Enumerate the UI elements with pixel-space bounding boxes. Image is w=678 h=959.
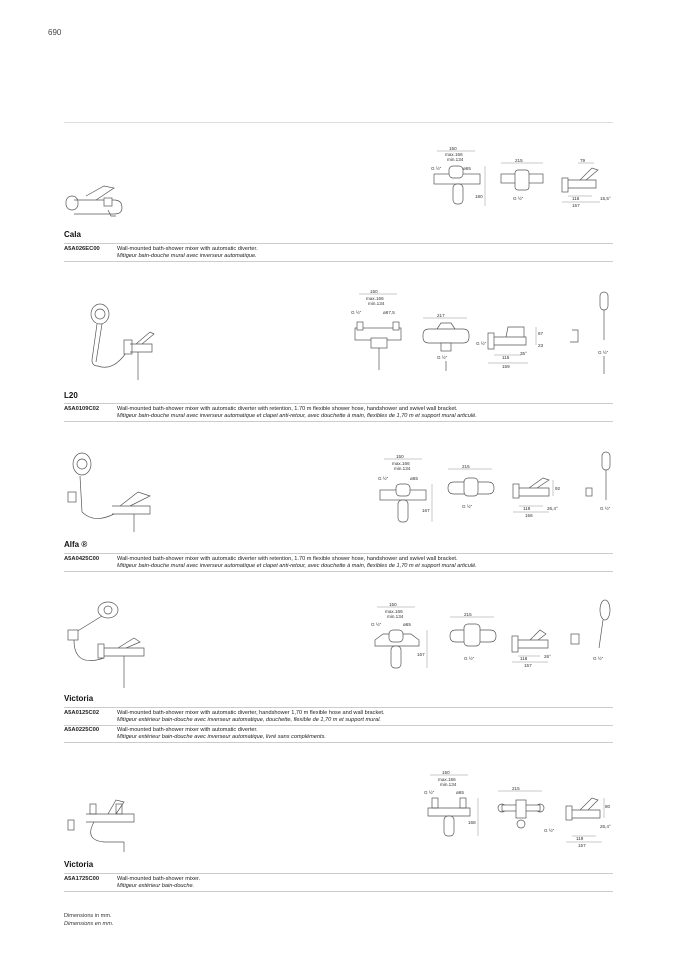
svg-text:157: 157: [524, 663, 532, 668]
product-illustration: [64, 450, 159, 535]
svg-text:215: 215: [512, 786, 520, 791]
product-title: Alfa ®: [64, 540, 88, 549]
product-illustration: [64, 598, 159, 693]
product-illustration: [64, 796, 154, 856]
product-code: A5A1725C00: [64, 876, 100, 882]
svg-text:150: 150: [449, 146, 457, 151]
svg-text:67: 67: [538, 331, 544, 336]
front-dimension-drawing: [369, 604, 434, 684]
description-en: Wall-mounted bath-shower mixer with automatic diverter.: [117, 727, 258, 733]
handshower-drawing: [564, 290, 614, 380]
svg-text:150: 150: [442, 770, 450, 775]
product-row: [64, 873, 613, 892]
svg-text:max.166: max.166: [445, 152, 463, 157]
top-dimension-drawing: [444, 466, 499, 521]
front-dimension-drawing: [422, 772, 487, 852]
svg-text:168: 168: [468, 820, 476, 825]
svg-text:ø67,5: ø67,5: [383, 310, 395, 315]
front-dimension-drawing: [349, 290, 409, 380]
svg-text:15,5°: 15,5°: [600, 196, 611, 201]
svg-text:118: 118: [523, 506, 531, 511]
svg-text:26°: 26°: [544, 654, 551, 659]
product-row: [64, 243, 613, 262]
side-dimension-drawing: [476, 315, 548, 375]
svg-text:G ½": G ½": [424, 790, 435, 795]
description-fr: Mitigeur bain-douche mural avec inverseur automatique et clapet anti-retour, avec douchette à main, flexibles de 1,70 m et support mural articulé.: [117, 563, 477, 569]
top-dimension-drawing: [497, 160, 547, 205]
product-section-alfa: [64, 450, 613, 580]
description-fr: Mitigeur bain-douche mural avec inverseur automatique et clapet anti-retour, avec douchette à main, flexibles de 1,70 m et support mural articulé.: [117, 413, 477, 419]
footer-note: [64, 912, 113, 928]
svg-text:159: 159: [502, 364, 510, 369]
product-code: A5A026EC00: [64, 246, 100, 252]
svg-text:G ½": G ½": [513, 196, 524, 201]
product-row: [64, 725, 613, 743]
handshower-drawing: [584, 450, 614, 525]
product-section-victoria-2: [64, 770, 613, 900]
svg-text:G ½": G ½": [600, 506, 611, 511]
product-code: A5A0225C00: [64, 727, 100, 733]
side-dimension-drawing: [556, 160, 616, 210]
svg-text:157: 157: [572, 203, 580, 208]
page-number: 690: [48, 28, 62, 37]
svg-text:217: 217: [437, 313, 445, 318]
svg-text:156: 156: [525, 513, 533, 518]
product-row: [64, 707, 613, 726]
top-dimension-drawing: [446, 614, 501, 674]
side-dimension-drawing: [544, 792, 619, 852]
description-fr: Mitigeur extérieur bain-douche avec inverseur automatique, livré sans compléments.: [117, 734, 326, 740]
product-title: L20: [64, 391, 78, 400]
svg-text:26,4°: 26,4°: [547, 506, 558, 511]
divider: [64, 122, 613, 123]
svg-text:ø65: ø65: [410, 476, 418, 481]
svg-text:215: 215: [515, 158, 523, 163]
product-section-victoria: [64, 598, 613, 748]
svg-text:26,4°: 26,4°: [600, 824, 611, 829]
product-title: Victoria: [64, 860, 94, 869]
svg-text:167: 167: [422, 508, 430, 513]
svg-text:150: 150: [389, 602, 397, 607]
product-code: A5A0125C02: [64, 710, 100, 716]
footer-fr: Dimensions en mm.: [64, 921, 114, 927]
footer-en: Dimensions in mm.: [64, 913, 112, 919]
top-dimension-drawing: [419, 315, 474, 375]
product-row: [64, 403, 613, 422]
description-fr: Mitigeur bain-douche mural avec inverseur automatique.: [117, 253, 257, 259]
svg-text:G ½": G ½": [593, 656, 604, 661]
svg-text:min.134: min.134: [447, 157, 464, 162]
svg-text:215: 215: [462, 464, 470, 469]
product-title: Victoria: [64, 694, 94, 703]
product-illustration: [64, 178, 134, 223]
svg-text:min.134: min.134: [394, 466, 411, 471]
front-dimension-drawing: [429, 148, 489, 213]
svg-text:max.166: max.166: [366, 296, 384, 301]
svg-text:80: 80: [605, 804, 611, 809]
product-row: [64, 553, 613, 572]
svg-text:215: 215: [464, 612, 472, 617]
front-dimension-drawing: [376, 456, 436, 531]
description-en: Wall-mounted bath-shower mixer with automatic diverter, handshower 1,70 m flexible hose and wall bracket.: [117, 710, 385, 716]
svg-text:max.166: max.166: [385, 609, 403, 614]
svg-text:G ½": G ½": [464, 656, 475, 661]
svg-text:ø65: ø65: [463, 166, 471, 171]
svg-text:35°: 35°: [520, 351, 527, 356]
svg-text:G ½": G ½": [462, 504, 473, 509]
svg-text:G ½": G ½": [371, 622, 382, 627]
description-en: Wall-mounted bath-shower mixer with automatic diverter with retention, 1.70 m flexible shower hose, handshower and swivel wall bracket.: [117, 556, 458, 562]
svg-text:180: 180: [475, 194, 483, 199]
top-dimension-drawing: [494, 788, 549, 843]
svg-text:150: 150: [396, 454, 404, 459]
svg-text:min.134: min.134: [440, 782, 457, 787]
product-illustration: [64, 300, 159, 380]
side-dimension-drawing: [508, 624, 568, 674]
svg-text:ø65: ø65: [456, 790, 464, 795]
svg-text:G ½": G ½": [431, 166, 442, 171]
svg-text:G ½": G ½": [598, 350, 609, 355]
svg-text:79: 79: [580, 158, 586, 163]
description-en: Wall-mounted bath-shower mixer.: [117, 876, 201, 882]
svg-text:157: 157: [578, 843, 586, 848]
svg-text:G ½": G ½": [351, 310, 362, 315]
description-fr: Mitigeur extérieur bain-douche.: [117, 883, 195, 889]
svg-text:23: 23: [538, 343, 544, 348]
svg-text:G ½": G ½": [378, 476, 389, 481]
svg-text:G ½": G ½": [437, 355, 448, 360]
product-code: A5A0109C02: [64, 406, 100, 412]
svg-text:min.134: min.134: [368, 301, 385, 306]
svg-text:G ½": G ½": [544, 828, 555, 833]
description-en: Wall-mounted bath-shower mixer with automatic diverter.: [117, 246, 258, 252]
svg-text:max.166: max.166: [392, 461, 410, 466]
svg-text:92: 92: [555, 486, 561, 491]
svg-text:167: 167: [417, 652, 425, 657]
product-title: Cala: [64, 230, 81, 239]
side-dimension-drawing: [509, 472, 574, 522]
description-en: Wall-mounted bath-shower mixer with automatic diverter with retention, 1.70 m flexible shower hose, handshower and swivel wall bracket.: [117, 406, 458, 412]
svg-text:118: 118: [520, 656, 528, 661]
product-section-l20: [64, 290, 613, 430]
svg-text:min.134: min.134: [387, 614, 404, 619]
svg-text:ø65: ø65: [403, 622, 411, 627]
svg-text:119: 119: [576, 836, 584, 841]
svg-text:150: 150: [370, 289, 378, 294]
svg-text:max.166: max.166: [438, 777, 456, 782]
svg-text:G ½": G ½": [476, 341, 487, 346]
svg-text:116: 116: [572, 196, 580, 201]
product-code: A5A0425C00: [64, 556, 100, 562]
svg-text:115: 115: [502, 355, 510, 360]
description-fr: Mitigeur extérieur bain-douche avec inverseur automatique, douchette, flexible de 1,70 m et support mural.: [117, 717, 381, 723]
handshower-drawing: [569, 598, 614, 678]
product-section-cala: [64, 140, 613, 265]
